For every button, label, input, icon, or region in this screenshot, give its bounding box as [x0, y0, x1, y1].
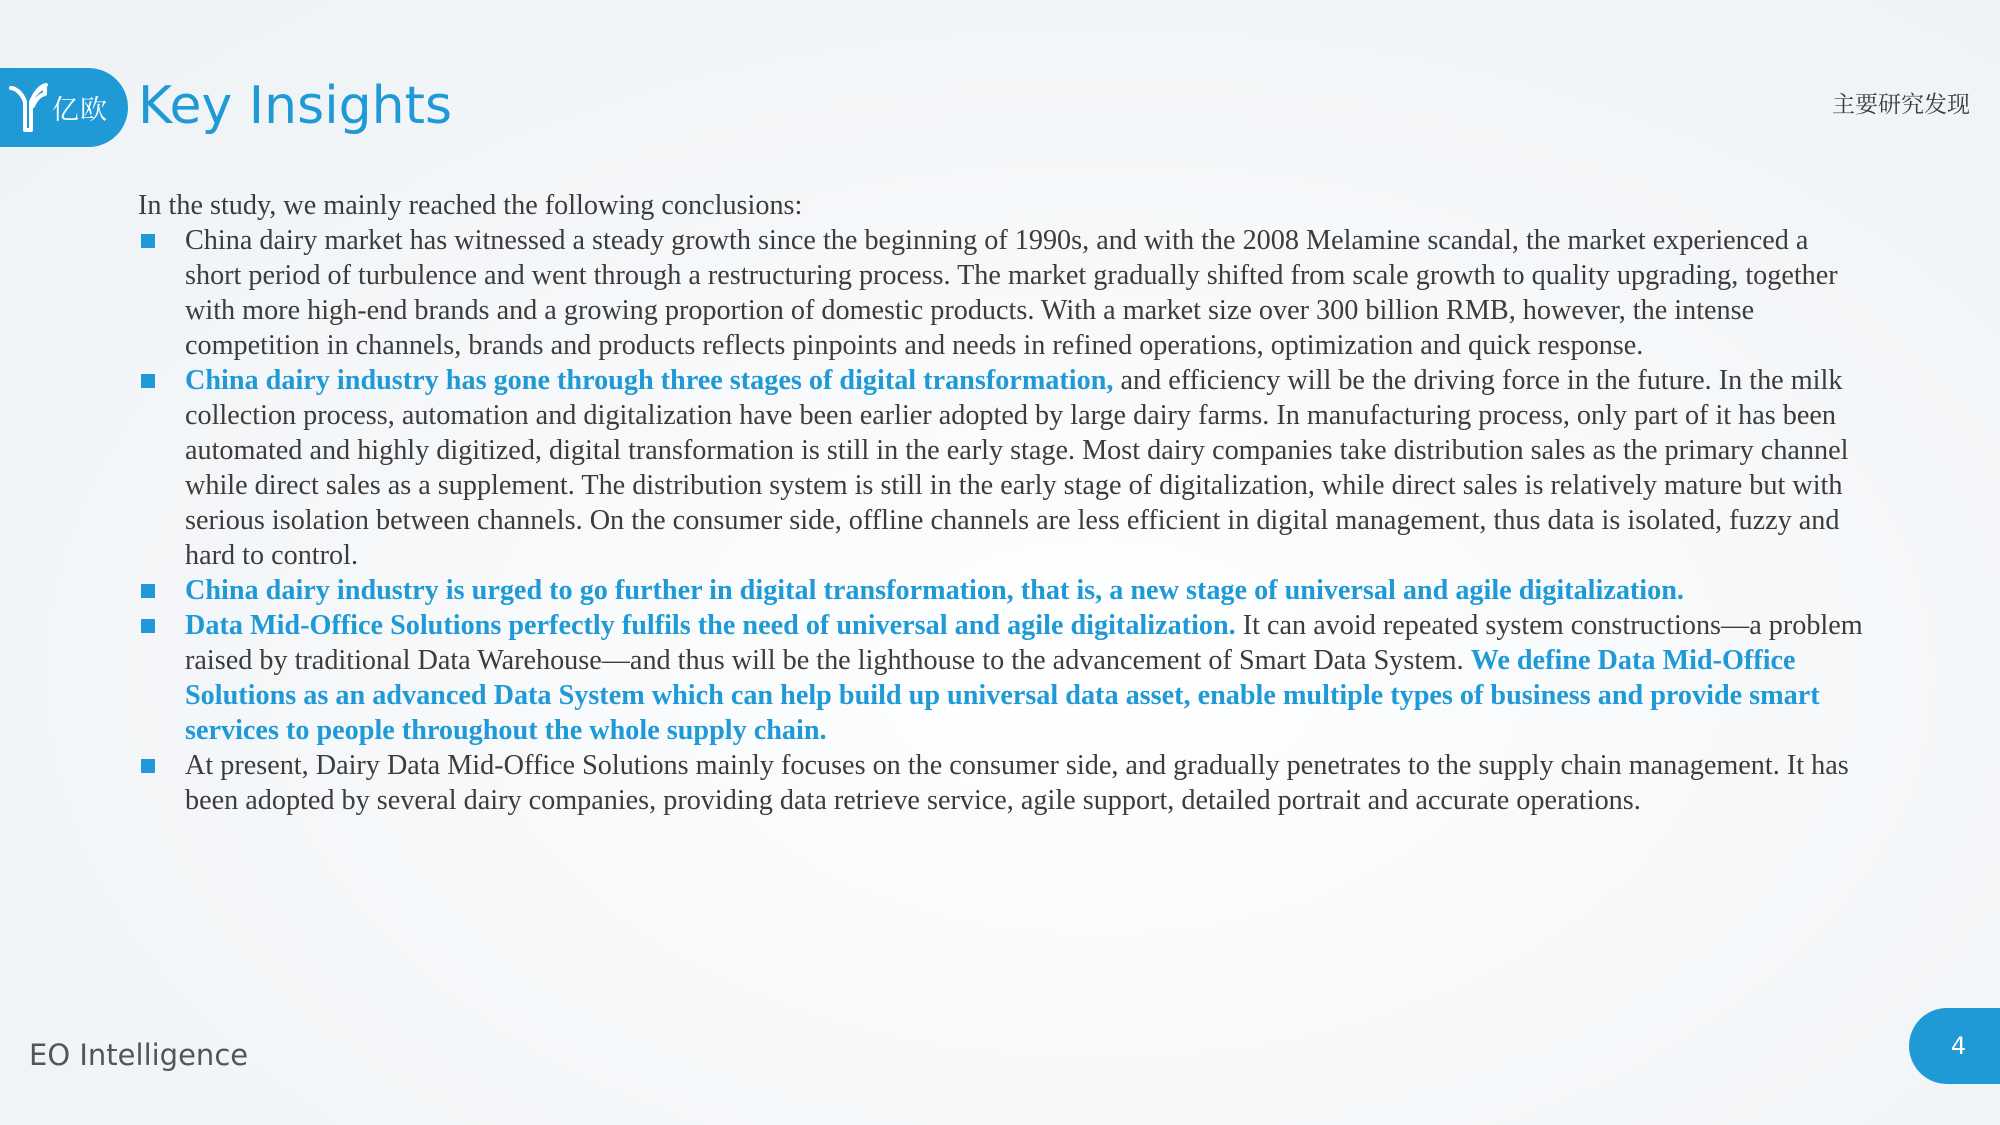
- square-bullet-icon: [141, 374, 155, 388]
- yiou-logo-icon: [8, 82, 48, 134]
- highlight-text: Data Mid-Office Solutions perfectly fulfils the need of universal and agile digitalization.: [185, 610, 1236, 641]
- list-item: [138, 363, 1868, 573]
- body-text: and efficiency will be the driving force in the future. In the milk collection process, automation and digitalization have been earlier adopted by large dairy farms. In manufacturing process, only part of it has been automated and highly digitized, digital transformation is still in the early stage. Most dairy companies take distribution sales as the primary channel while direct sales as a supplement. The distribution system is still in the early stage of digitalization, while direct sales is relatively mature but with serious isolation between channels. On the consumer side, offline channels are less efficient in digital management, thus data is isolated, fuzzy and hard to control.: [185, 365, 1849, 571]
- list-item: [138, 608, 1868, 748]
- body-text: It can avoid repeated system constructions—a problem raised by traditional Data Warehouse—and thus will be the lighthouse to the advancement of Smart Data System.: [185, 610, 1863, 676]
- insights-list: [138, 223, 1868, 818]
- logo-text: 亿欧: [52, 95, 108, 126]
- square-bullet-icon: [141, 759, 155, 773]
- highlight-text: China dairy industry has gone through three stages of digital transformation,: [185, 365, 1114, 396]
- square-bullet-icon: [141, 584, 155, 598]
- body-text: China dairy market has witnessed a steady growth since the beginning of 1990s, and with the 2008 Melamine scandal, the market experienced a short period of turbulence and went through a restructuring process. The market gradually shifted from scale growth to quality upgrading, together with more high-end brands and a growing proportion of domestic products. With a market size over 300 billion RMB, however, the intense competition in channels, brands and products reflects pinpoints and needs in refined operations, optimization and quick response.: [185, 225, 1838, 361]
- footer-brand: EO Intelligence: [29, 1038, 249, 1072]
- highlight-text: China dairy industry is urged to go further in digital transformation, that is, a new stage of universal and agile digitalization.: [185, 575, 1684, 606]
- list-item: [138, 748, 1868, 818]
- highlight-text-secondary: We define Data Mid-Office Solutions as an advanced Data System which can help build up universal data asset, enable multiple types of business and provide smart services to people throughout the whole supply chain.: [185, 645, 1820, 746]
- insights-content: [138, 188, 1868, 818]
- page-number-badge: [1909, 1008, 2000, 1084]
- intro-text: In the study, we mainly reached the following conclusions:: [138, 190, 803, 221]
- section-label: 主要研究发现: [1832, 92, 1970, 118]
- square-bullet-icon: [141, 619, 155, 633]
- body-text: At present, Dairy Data Mid-Office Solutions mainly focuses on the consumer side, and gradually penetrates to the supply chain management. It has been adopted by several dairy companies, providing data retrieve service, agile support, detailed portrait and accurate operations.: [185, 750, 1849, 816]
- brand-logo: [0, 68, 128, 147]
- list-item: [138, 573, 1868, 608]
- page-title: Key Insights: [138, 76, 453, 136]
- page-number: 4: [1950, 1032, 1967, 1060]
- list-item: [138, 223, 1868, 363]
- square-bullet-icon: [141, 234, 155, 248]
